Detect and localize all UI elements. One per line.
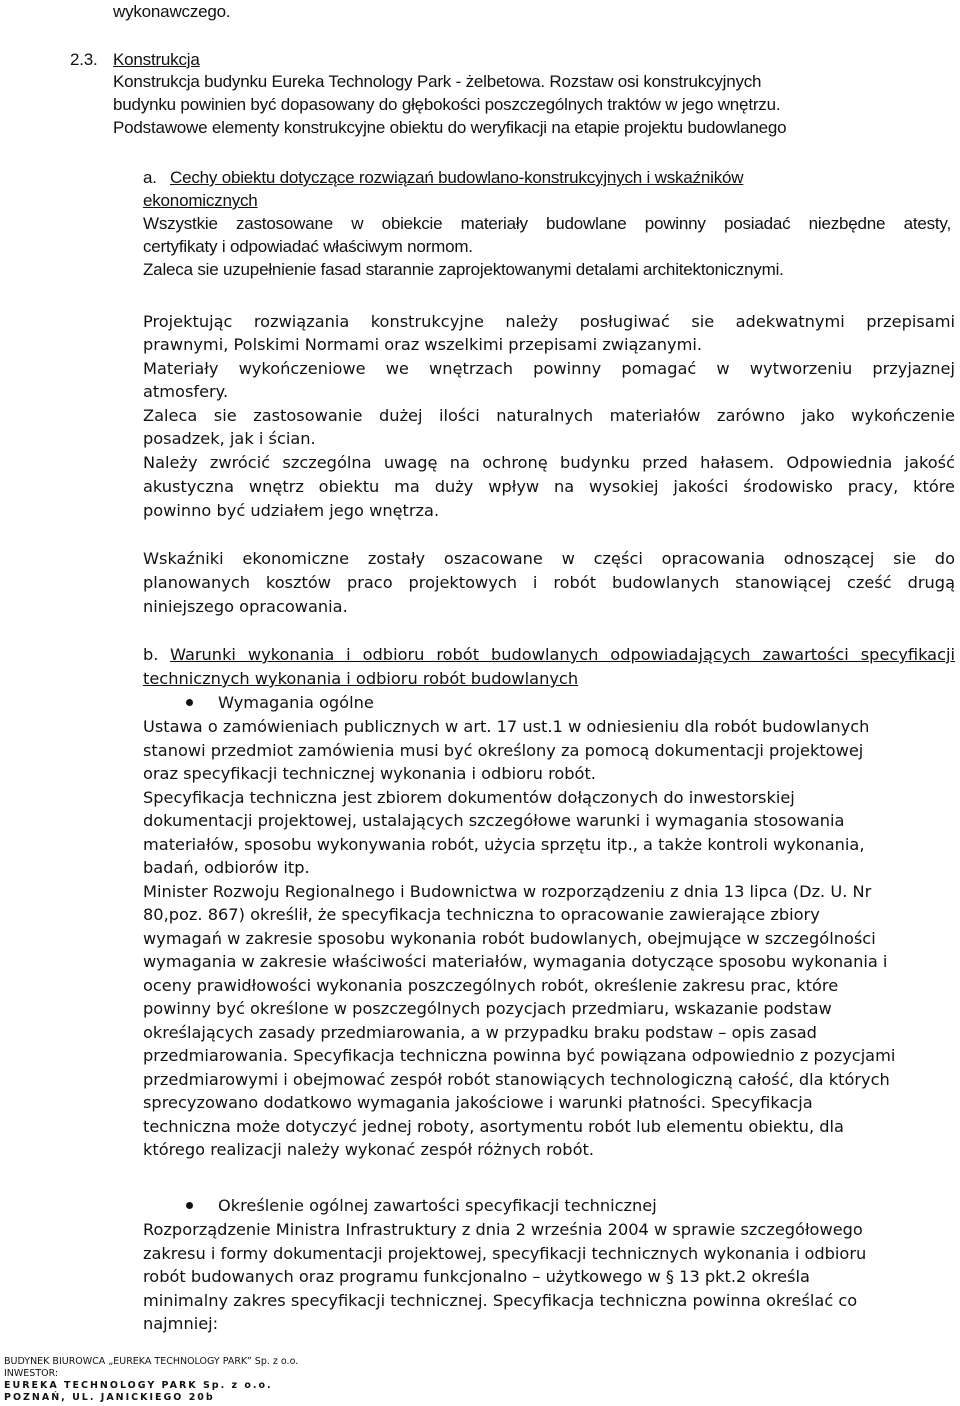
continuation-text: wykonawczego.: [113, 2, 231, 21]
footer-address: POZNAŃ, UL. JANICKIEGO 20b: [4, 1392, 215, 1403]
footer-building-line: BUDYNEK BIUROWCA „EUREKA TECHNOLOGY PARK” Sp. z o.o.: [4, 1356, 299, 1367]
text-line: sprecyzowano dodatkowo wymagania jakościowe i warunki płatności. Specyfikacja: [143, 1093, 813, 1112]
text-line: Minister Rozwoju Regionalnego i Budownictwa w rozporządzeniu z dnia 13 lipca (Dz. U. Nr: [143, 881, 872, 901]
section-title: Konstrukcja: [113, 50, 200, 69]
text-line: Zaleca sie uzupełnienie fasad starannie zaprojektowanymi detalami architektonicznymi.: [143, 260, 784, 279]
text-line: przedmiarowymi i obejmować zespół robót stanowiących technologiczną całość, dla których: [143, 1069, 890, 1089]
text-line: zakresu i formy dokumentacji projektowej, specyfikacji technicznych wykonania i odbioru: [143, 1243, 867, 1263]
text-line: oceny prawidłowości wykonania poszczególnych robót, określenie zakresu prac, które: [143, 975, 839, 995]
subsection-a-title-line1: Cechy obiektu dotyczące rozwiązań budowlano-konstrukcyjnych i wskaźników: [170, 168, 744, 187]
text-line: planowanych kosztów praco projektowych i robót budowlanych stanowiącej cześć drugą: [143, 573, 955, 592]
subsection-marker-a: a.: [143, 168, 157, 187]
text-line: Ustawa o zamówieniach publicznych w art. 17 ust.1 w odniesieniu dla robót budowlanych: [143, 717, 870, 736]
text-line: niniejszego opracowania.: [143, 597, 348, 616]
section-b-body-1: [143, 715, 895, 1162]
text-line: budynku powinien być dopasowany do głębokości poszczególnych traktów w jego wnętrzu.: [113, 95, 781, 114]
text-line: robót budowanych oraz programu funkcjonalno – użytkowego w § 13 pkt.2 określa: [143, 1267, 810, 1286]
text-line: Wszystkie zastosowane w obiekcie materiały budowlane powinny posiadać niezbędne atesty,: [143, 214, 951, 233]
text-line: Zaleca sie zastosowanie dużej ilości naturalnych materiałów zarówno jako wykończenie: [143, 406, 955, 425]
text-line: Projektując rozwiązania konstrukcyjne należy posługiwać sie adekwatnymi przepisami: [143, 312, 955, 331]
text-line: posadzek, jak i ścian.: [143, 429, 316, 448]
text-line: określających zasady przedmiarowania, a w przypadku braku podstaw – opis zasad: [143, 1022, 817, 1042]
text-line: którego realizacji należy wykonać zespół różnych robót.: [143, 1140, 594, 1159]
section-b-body-2: [143, 1218, 866, 1336]
text-line: materiałów, sposobu wykonywania robót, użycia sprzętu itp., a także kontroli wykonania,: [143, 834, 865, 854]
text-line: Rozporządzenie Ministra Infrastruktury z dnia 2 września 2004 w sprawie szczegółowego: [143, 1220, 863, 1239]
subsection-b-title-line2: technicznych wykonania i odbioru robót budowlanych: [143, 669, 579, 688]
text-line: Podstawowe elementy konstrukcyjne obiektu do weryfikacji na etapie projektu budowlanego: [113, 118, 787, 137]
text-line: wymagań w zakresie sposobu wykonania robót budowlanych, obejmujące w szczególności: [143, 928, 876, 948]
text-line: wymagania w zakresie właściwości materiałów, wymagania dotyczące sposobu wykonania i: [143, 952, 888, 971]
subsection-a-title-line2: ekonomicznych: [143, 191, 258, 210]
text-line: prawnymi, Polskimi Normami oraz wszelkimi przepisami związanymi.: [143, 335, 703, 354]
footer-investor-name: EUREKA TECHNOLOGY PARK Sp. z o.o.: [4, 1380, 273, 1391]
bullet-heading: Określenie ogólnej zawartości specyfikacji technicznej: [218, 1196, 657, 1215]
text-line: Specyfikacja techniczna jest zbiorem dokumentów dołączonych do inwestorskiej: [143, 787, 795, 807]
bullet-heading: Wymagania ogólne: [218, 693, 374, 712]
text-line: powinny być określone w poszczególnych pozycjach przedmiaru, wskazanie podstaw: [143, 999, 832, 1018]
text-line: 80,poz. 867) określił, że specyfikacja techniczna to opracowanie zawierające zbiory: [143, 905, 820, 924]
text-line: akustyczna wnętrz obiektu ma duży wpływ na wysokiej jakości środowisko pracy, które: [143, 477, 955, 496]
section-2-3-body: [113, 70, 786, 139]
subsection-b-title-line1: Warunki wykonania i odbioru robót budowlanych odpowiadających zawartości specyfikacji: [170, 645, 955, 664]
text-line: stanowi przedmiot zamówienia musi być określony za pomocą dokumentacji projektowej: [143, 740, 864, 760]
text-line: badań, odbiorów itp.: [143, 858, 310, 877]
text-line: powinno być udziałem jego wnętrza.: [143, 501, 440, 520]
text-line: najmniej:: [143, 1314, 219, 1333]
text-line: Konstrukcja budynku Eureka Technology Park - żelbetowa. Rozstaw osi konstrukcyjnych: [113, 72, 762, 91]
text-line: techniczna może dotyczyć jednej roboty, asortymentu robót lub elementu obiektu, dla: [143, 1116, 844, 1136]
footer-investor-label: INWESTOR:: [4, 1368, 59, 1379]
text-line: certyfikaty i odpowiadać właściwym normom.: [143, 237, 473, 256]
bullet-icon: [186, 1202, 193, 1209]
text-line: dokumentacji projektowej, ustalających szczegółowe warunki i wymagania stosowania: [143, 811, 845, 830]
text-line: Należy zwrócić szczególna uwagę na ochronę budynku przed hałasem. Odpowiednia jakość: [143, 453, 955, 472]
text-line: przedmiarowania. Specyfikacja techniczna powinna być powiązana odpowiednio z pozycjami: [143, 1046, 896, 1065]
text-line: Materiały wykończeniowe we wnętrzach powinny pomagać w wytworzeniu przyjaznej: [143, 359, 955, 378]
text-line: Wskaźniki ekonomiczne zostały oszacowane w części opracowania odnoszącej sie do: [143, 549, 955, 568]
bullet-icon: [186, 699, 193, 706]
section-number: 2.3.: [70, 50, 98, 69]
text-line: minimalny zakres specyfikacji technicznej. Specyfikacja techniczna powinna określać co: [143, 1290, 858, 1310]
text-line: oraz specyfikacji technicznej wykonania i odbioru robót.: [143, 764, 596, 783]
text-line: atmosfery.: [143, 382, 229, 401]
subsection-marker-b: b.: [143, 645, 159, 664]
